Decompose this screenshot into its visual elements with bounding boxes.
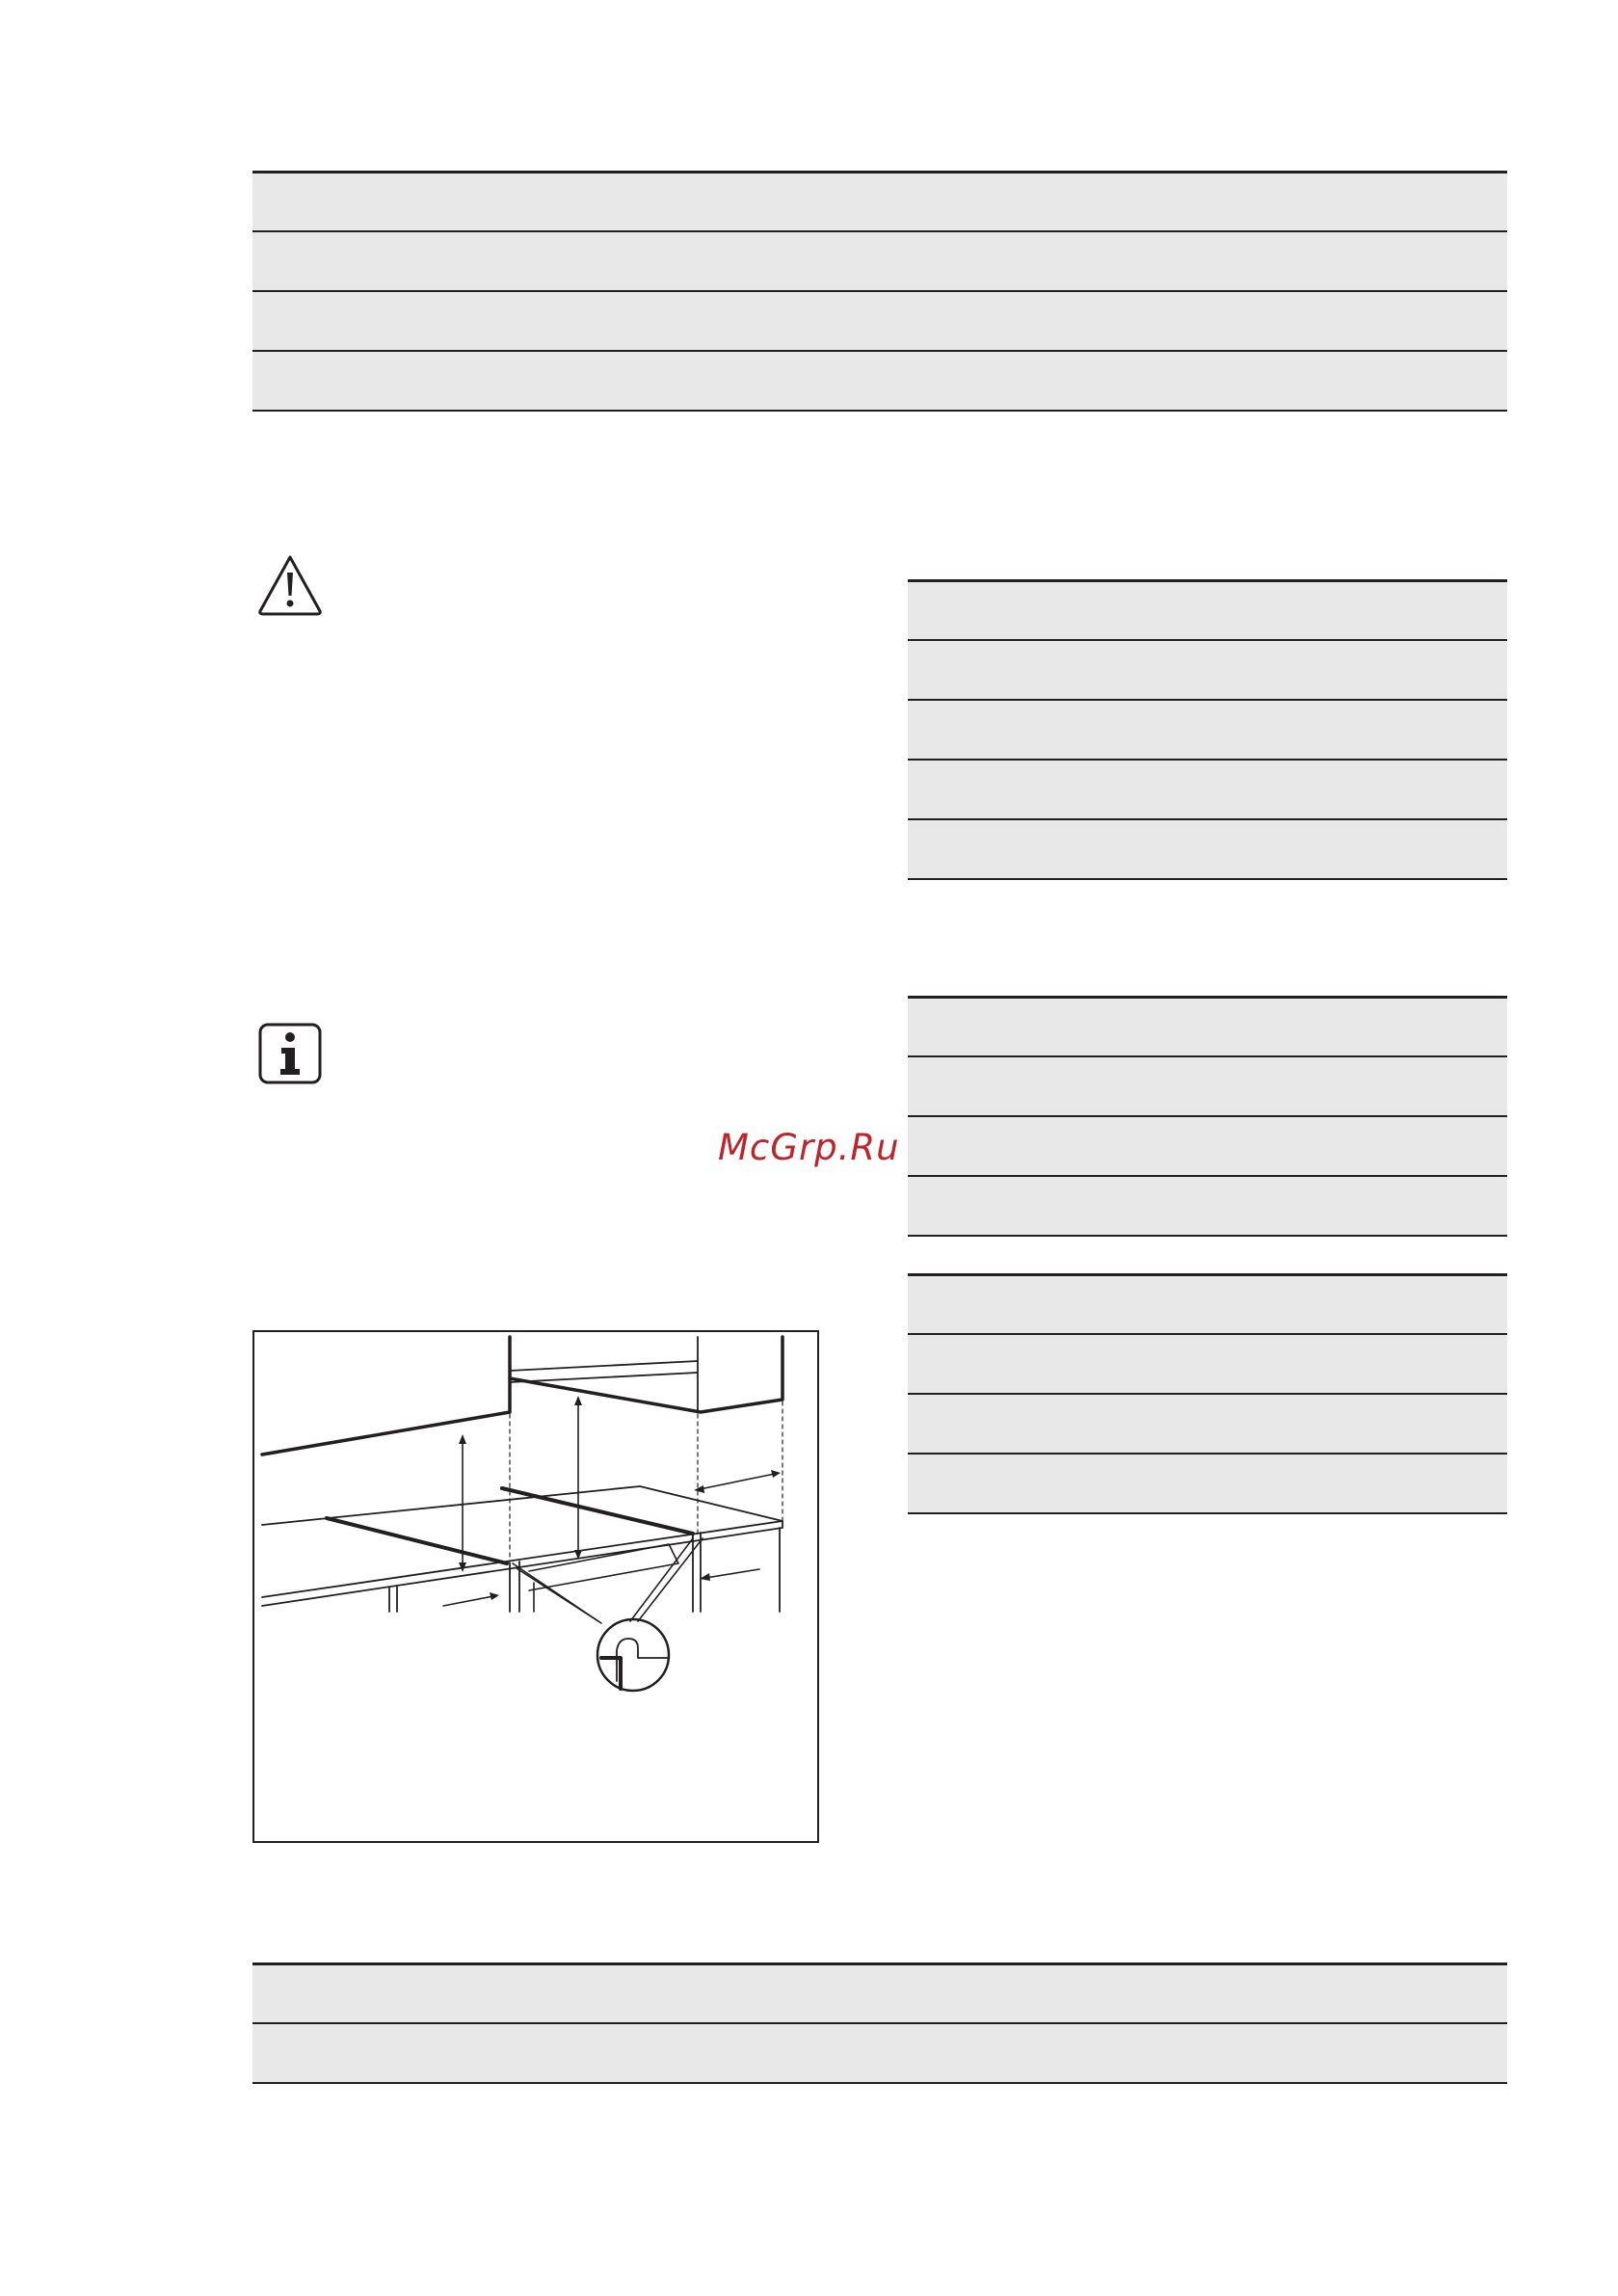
table-row bbox=[908, 1395, 1507, 1455]
table-row bbox=[908, 761, 1507, 820]
table-row bbox=[252, 352, 1507, 412]
table-right-upper bbox=[908, 579, 1507, 880]
installation-diagram-drawing bbox=[254, 1332, 817, 1841]
table-bottom bbox=[252, 1962, 1507, 2084]
information-icon bbox=[258, 1023, 322, 1084]
table-row bbox=[908, 641, 1507, 701]
table-row bbox=[252, 232, 1507, 292]
table-top bbox=[252, 171, 1507, 412]
table-row bbox=[908, 1117, 1507, 1177]
table-row bbox=[908, 701, 1507, 761]
warning-triangle-icon bbox=[256, 553, 324, 617]
table-right-middle bbox=[908, 996, 1507, 1237]
table-row bbox=[252, 1962, 1507, 2024]
installation-diagram bbox=[252, 1330, 819, 1843]
table-row bbox=[252, 292, 1507, 352]
table-row bbox=[252, 171, 1507, 232]
table-row bbox=[908, 996, 1507, 1057]
table-row bbox=[908, 820, 1507, 880]
watermark: McGrp.Ru bbox=[718, 1127, 900, 1168]
table-row bbox=[908, 1455, 1507, 1514]
table-row bbox=[908, 1057, 1507, 1117]
table-row bbox=[908, 1177, 1507, 1237]
table-row bbox=[908, 1273, 1507, 1335]
table-row bbox=[908, 1335, 1507, 1395]
table-row bbox=[908, 579, 1507, 641]
table-row bbox=[252, 2024, 1507, 2084]
table-right-lower bbox=[908, 1273, 1507, 1514]
